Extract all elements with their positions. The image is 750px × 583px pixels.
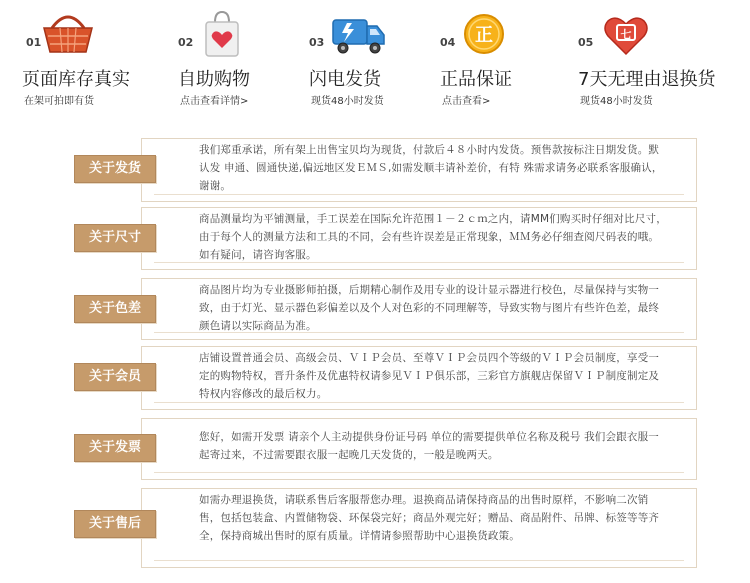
feature-subtitle: 现货48小时发货 bbox=[580, 96, 653, 107]
feature-subtitle[interactable]: 点击查看> bbox=[442, 96, 491, 107]
feature-subtitle[interactable]: 点击查看详情> bbox=[180, 96, 249, 107]
policy-tag: 关于尺寸 bbox=[74, 224, 156, 252]
feature-title: 自助购物 bbox=[178, 69, 250, 90]
policy-text: 商品测量均为平铺测量，手工误差在国际允许范围１－２ｃｍ之内，请MM们购买时仔细对比尺寸，由于每个人的测量方法和工具的不同，会有些许误差是正常现象，ＭＭ务必仔细查阅尺码表的哦。如有疑问，请咨询客服。 bbox=[199, 213, 667, 261]
feature-authentic[interactable] bbox=[440, 10, 560, 110]
service-features bbox=[0, 0, 750, 112]
delivery-truck-icon bbox=[329, 10, 389, 60]
policy-text: 商品图片均为专业摄影师拍摄，后期精心制作及用专业的设计显示器进行校色，尽量保持与实物一致，由于灯光、显示器色彩偏差以及个人对色彩的不同理解等，导致实物与图片有些许色差，最终颜色请以实际商品为准。 bbox=[199, 284, 660, 332]
shopping-bag-heart-icon bbox=[200, 10, 244, 60]
feature-title: 页面库存真实 bbox=[22, 69, 130, 90]
divider bbox=[154, 472, 684, 473]
svg-text:正: 正 bbox=[475, 25, 493, 46]
authentic-badge-icon bbox=[460, 10, 508, 60]
policy-text: 如需办理退换货，请联系售后客服帮您办理。退换商品请保持商品的出售时原样，不影响二次销售，包括包装盒、内置储物袋、环保袋完好；商品外观完好；赠品、商品附件、吊牌、标签等等齐全，保持商城出售时的原有质量。详情请参照帮助中心退换货政策。 bbox=[199, 494, 660, 542]
policy-size bbox=[0, 207, 750, 270]
policy-invoice bbox=[0, 418, 750, 480]
feature-subtitle: 在架可拍即有货 bbox=[24, 96, 94, 107]
policy-shipping bbox=[0, 138, 750, 202]
feature-self-service[interactable] bbox=[178, 10, 298, 110]
policy-text: 您好，如需开发票 请亲个人主动提供身份证号码 单位的需要提供单位名称及税号 我们会跟衣服一起寄过来，不过需要跟衣服一起晚几天发货的，一般是晚两天。 bbox=[199, 431, 660, 461]
policy-text: 我们郑重承诺，所有架上出售宝贝均为现货，付款后４８小时内发货。预售款按标注日期发货。默认发 申通、圆通快递,偏远地区发ＥＭＳ,如需发顺丰请补差价，有特 殊需求请务必联系客服确认，谢谢。 bbox=[199, 144, 663, 192]
policy-tag: 关于售后 bbox=[74, 510, 156, 538]
policy-after-sales bbox=[0, 488, 750, 568]
feature-title: 正品保证 bbox=[440, 69, 512, 90]
feature-seven-day-return bbox=[578, 10, 738, 110]
feature-number: 05 bbox=[578, 36, 594, 49]
feature-title: 闪电发货 bbox=[309, 69, 381, 90]
feature-number: 04 bbox=[440, 36, 456, 49]
policy-tag: 关于发货 bbox=[74, 155, 156, 183]
heart-return-icon bbox=[600, 10, 652, 60]
policy-text: 店铺设置普通会员、高级会员、ＶＩＰ会员、至尊ＶＩＰ会员四个等级的ＶＩＰ会员制度，享受一定的购物特权，晋升条件及优惠特权请参见ＶＩＰ俱乐部，三彩官方旗舰店保留ＶＩＰ制度制定及特权内容修改的最后权力。 bbox=[199, 352, 660, 400]
policy-tag: 关于色差 bbox=[74, 295, 156, 323]
feature-fast-shipping bbox=[309, 10, 429, 110]
feature-number: 03 bbox=[309, 36, 325, 49]
feature-title: 7天无理由退换货 bbox=[578, 69, 716, 90]
feature-stock bbox=[22, 10, 162, 110]
policy-color bbox=[0, 278, 750, 340]
feature-number: 01 bbox=[26, 36, 42, 49]
divider bbox=[154, 560, 684, 561]
policy-tag: 关于发票 bbox=[74, 434, 156, 462]
feature-number: 02 bbox=[178, 36, 194, 49]
policy-membership bbox=[0, 346, 750, 410]
feature-subtitle: 现货48小时发货 bbox=[311, 96, 384, 107]
svg-text:七: 七 bbox=[620, 28, 632, 41]
basket-icon bbox=[38, 10, 98, 60]
policy-tag: 关于会员 bbox=[74, 363, 156, 391]
